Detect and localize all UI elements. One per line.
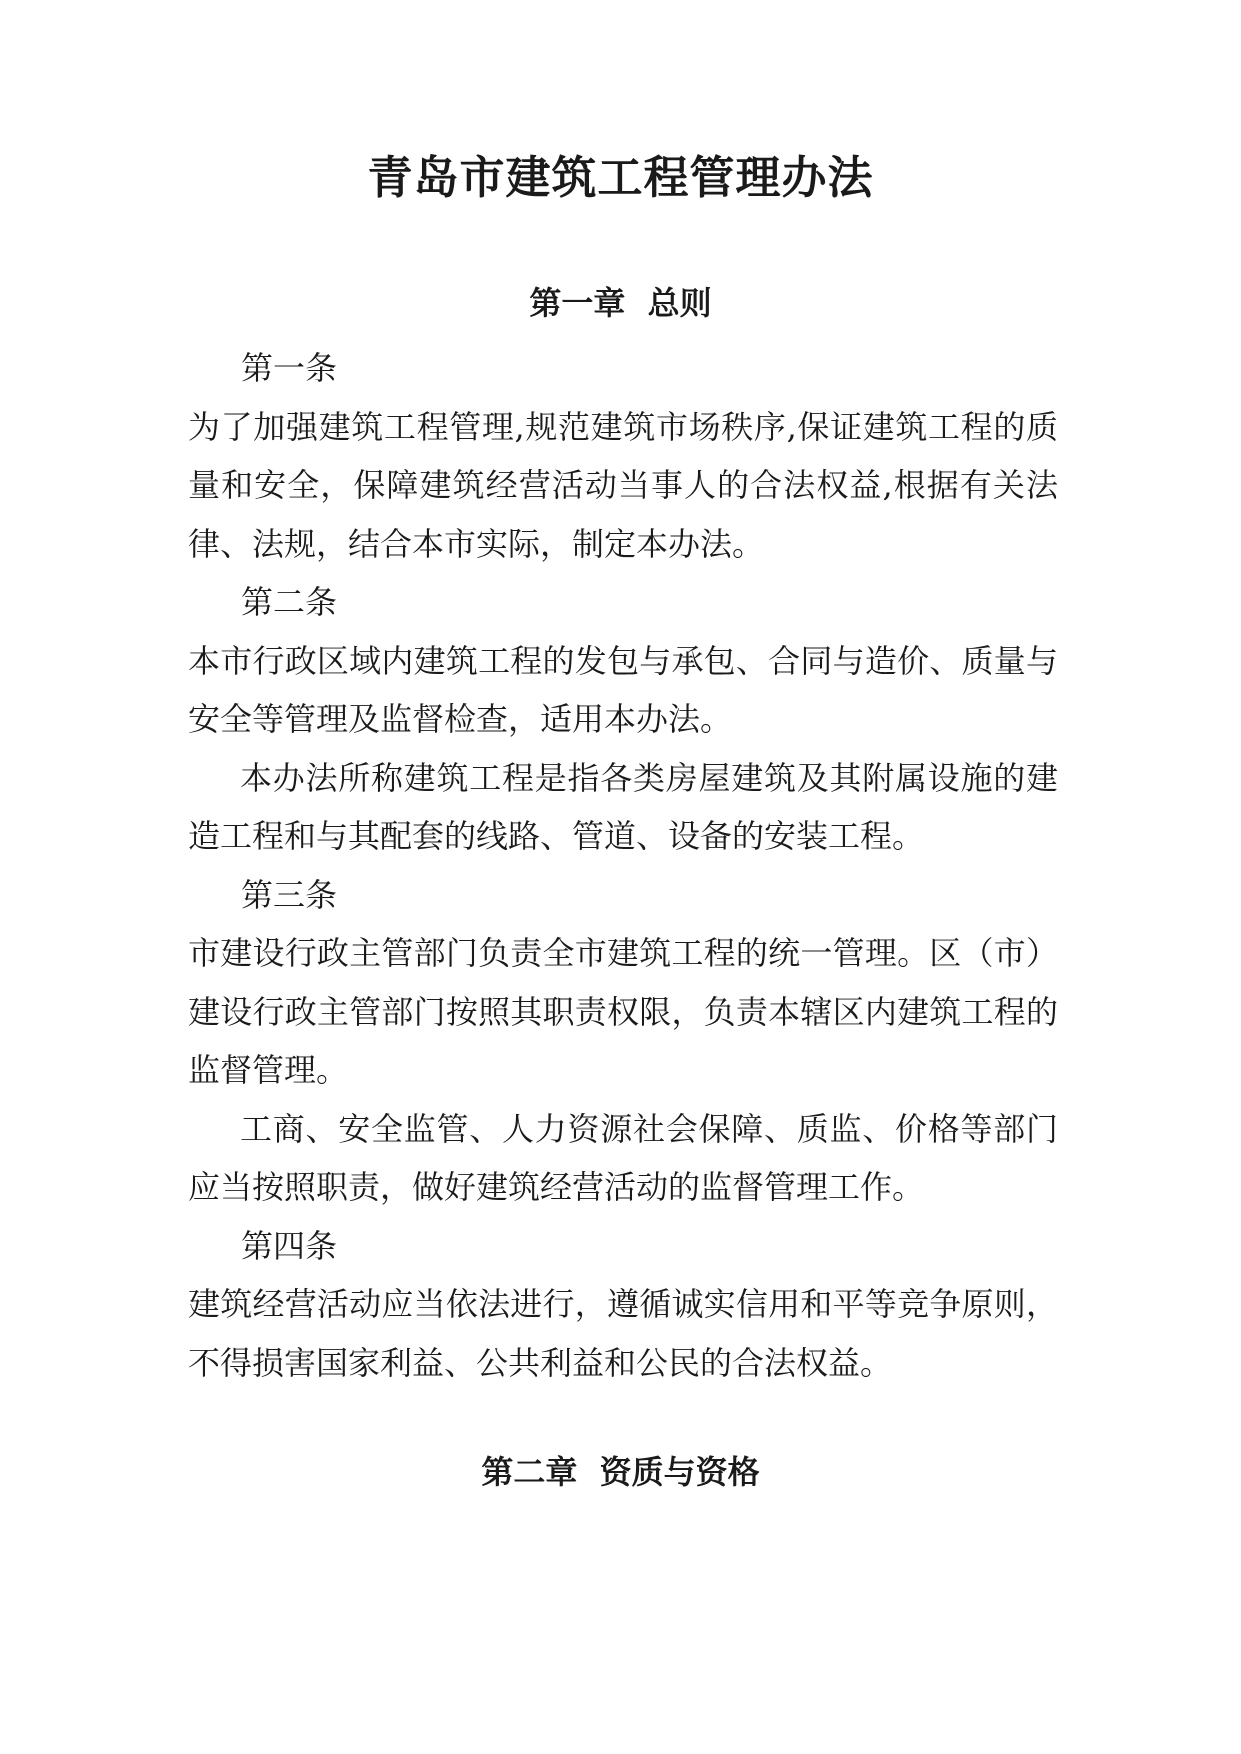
- article-label-4: 第四条: [241, 1226, 338, 1265]
- article-label-3: 第三条: [241, 875, 338, 914]
- article-label-1: 第一条: [241, 349, 338, 387]
- article-paragraph: 工商、安全监管、人力资源社会保障、质监、价格等部门应当按照职责，做好建筑经营活动的监督管理工作。: [188, 1109, 1058, 1206]
- article-paragraph: 为了加强建筑工程管理,规范建筑市场秩序,保证建筑工程的质量和安全，保障建筑经营活动当事人的合法权益,根据有关法律、法规，结合本市实际，制定本办法。: [188, 407, 1058, 563]
- chapter-heading-2: 第二章 资质与资格: [481, 1453, 760, 1491]
- article-paragraph: 本市行政区域内建筑工程的发包与承包、合同与造价、质量与安全等管理及监督检查，适用本办法。: [188, 641, 1058, 738]
- document-body: [188, 339, 1058, 1392]
- document-title: 青岛市建筑工程管理办法: [367, 151, 874, 204]
- chapter-heading-1: 第一章 总则: [529, 284, 712, 322]
- article-paragraph: 本办法所称建筑工程是指各类房屋建筑及其附属设施的建造工程和与其配套的线路、管道、设备的安装工程。: [188, 758, 1058, 855]
- article-paragraph: 市建设行政主管部门负责全市建筑工程的统一管理。区（市）建设行政主管部门按照其职责权限，负责本辖区内建筑工程的监督管理。: [188, 934, 1058, 1089]
- article-paragraph: 建筑经营活动应当依法进行，遵循诚实信用和平等竞争原则，不得损害国家利益、公共利益和公民的合法权益。: [188, 1285, 1058, 1382]
- article-label-2: 第二条: [241, 583, 338, 621]
